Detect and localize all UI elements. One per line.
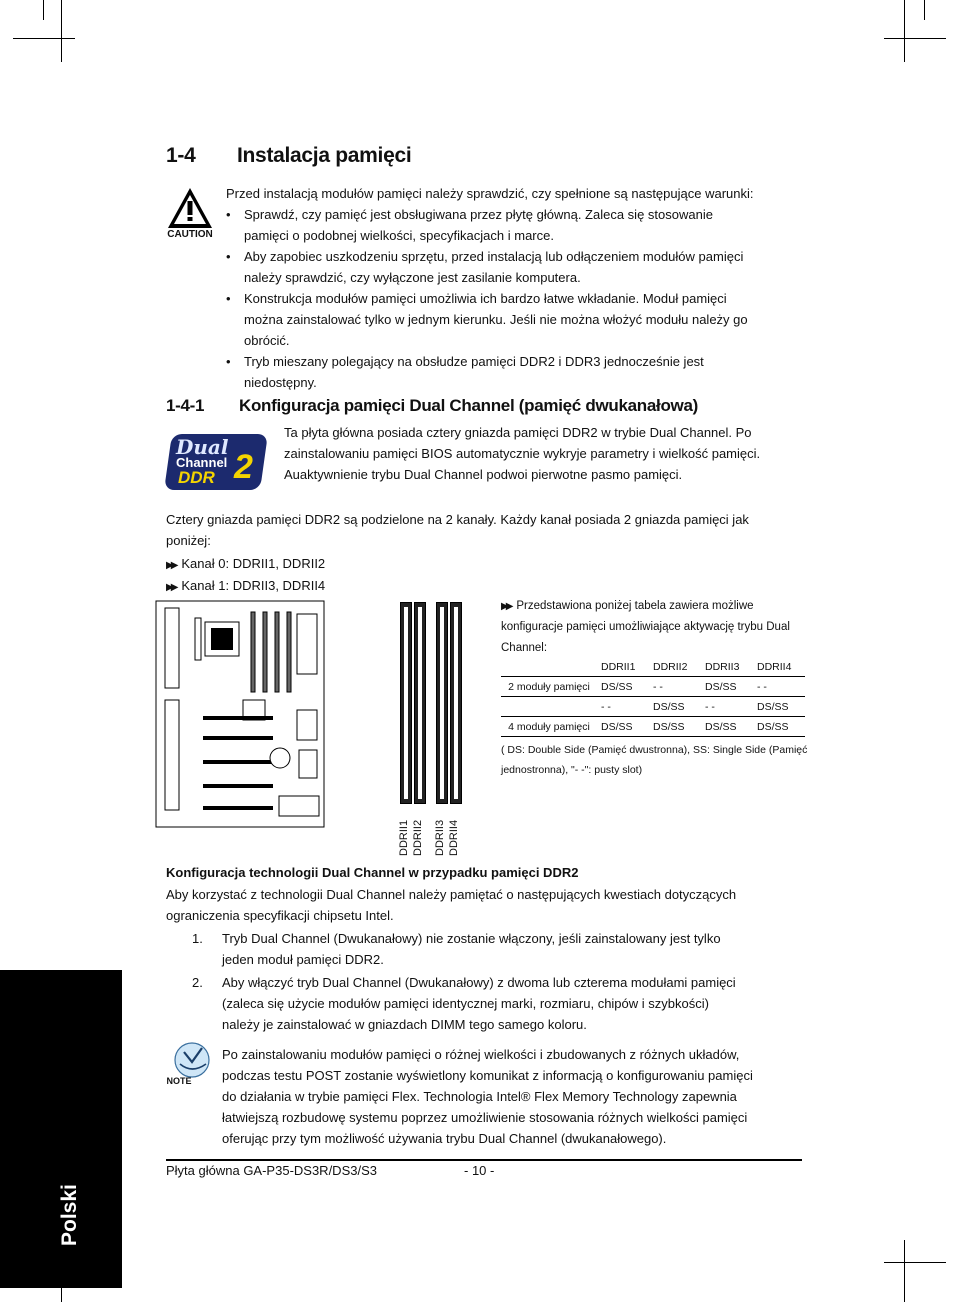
section-title: Instalacja pamięci bbox=[237, 144, 412, 167]
text-line: Aby włączyć tryb Dual Channel (Dwukanałowy) z dwoma lub czterema modułami pamięci bbox=[222, 975, 736, 990]
bullet-line: należy sprawdzić, czy wyłączone jest zasilanie komputera. bbox=[244, 270, 581, 285]
item-number: 1. bbox=[192, 931, 203, 946]
slot-label: DDRII4 bbox=[448, 819, 460, 856]
text-line: oferując przy tym możliwość używania trybu Dual Channel (dwukanałowego). bbox=[222, 1131, 667, 1146]
table-intro bbox=[501, 596, 790, 659]
table-cell: DS/SS bbox=[649, 717, 701, 737]
slot-label: DDRII2 bbox=[412, 819, 424, 856]
table-header bbox=[501, 657, 597, 677]
note-icon bbox=[164, 1040, 216, 1092]
table-cell: 4 moduły pamięci bbox=[501, 717, 597, 737]
table-cell: - - bbox=[597, 697, 649, 717]
logo-ddr: DDR bbox=[178, 468, 215, 487]
table-row bbox=[501, 697, 805, 717]
text-line: Channel: bbox=[501, 642, 548, 654]
logo-digit: 2 bbox=[234, 448, 253, 486]
motherboard-diagram bbox=[155, 600, 325, 828]
text-line: podczas testu POST zostanie wyświetlony komunikat z informacją o konfigurowaniu pamięci bbox=[222, 1068, 753, 1083]
text-line: ( DS: Double Side (Pamięć dwustronna), SS: Single Side (Pamięć bbox=[501, 744, 808, 756]
item-number: 2. bbox=[192, 975, 203, 990]
ddr2-config-title: Konfiguracja technologii Dual Channel w przypadku pamięci DDR2 bbox=[166, 865, 579, 880]
text-line: jeden moduł pamięci DDR2. bbox=[222, 952, 384, 967]
table-header: DDRII2 bbox=[649, 657, 701, 677]
note-text bbox=[222, 1044, 753, 1149]
table-cell: DS/SS bbox=[701, 677, 753, 697]
channel-item bbox=[166, 575, 325, 598]
bullet-line: obrócić. bbox=[244, 333, 290, 348]
channels-intro bbox=[166, 509, 749, 551]
text-line: (zaleca się użycie modułów pamięci identycznej marki, rozmiaru, chipów i szybkości) bbox=[222, 996, 709, 1011]
section-number: 1-4 bbox=[166, 144, 196, 167]
text-line: Auaktywnienie trybu Dual Channel podwoi pierwotne pasmo pamięci. bbox=[284, 467, 683, 482]
logo-channel: Channel bbox=[176, 455, 228, 470]
table-cell: - - bbox=[649, 677, 701, 697]
subsection-text bbox=[284, 422, 760, 485]
text-line: Po zainstalowaniu modułów pamięci o różnej wielkości i zbudowanych z różnych układów, bbox=[222, 1047, 740, 1062]
table-row bbox=[501, 677, 805, 697]
bullet-line: Konstrukcja modułów pamięci umożliwia ich bardzo łatwe wkładanie. Moduł pamięci bbox=[244, 291, 727, 306]
ddr2-config-item bbox=[192, 972, 736, 1035]
subsection-title: Konfiguracja pamięci Dual Channel (pamięć dwukanałowa) bbox=[239, 396, 698, 415]
table-cell: DS/SS bbox=[597, 717, 649, 737]
table-cell: 2 moduły pamięci bbox=[501, 677, 597, 697]
bullet-line: można zainstalować tylko w jednym kierunku. Jeśli nie można włożyć modułu należy go bbox=[244, 312, 748, 327]
dimm-slot-2 bbox=[414, 602, 426, 804]
caution-intro: Przed instalacją modułów pamięci należy sprawdzić, czy spełnione są następujące warunki: bbox=[226, 186, 754, 201]
dimm-slot-3 bbox=[436, 602, 448, 804]
caution-icon bbox=[166, 186, 214, 242]
table-header: DDRII4 bbox=[753, 657, 805, 677]
footer-model: Płyta główna GA-P35-DS3R/DS3/S3 bbox=[166, 1163, 377, 1178]
table-cell: DS/SS bbox=[701, 717, 753, 737]
text-line: ograniczenia specyfikacji chipsetu Intel. bbox=[166, 908, 394, 923]
dimm-slot-1 bbox=[400, 602, 412, 804]
logo-dual: Dual bbox=[176, 435, 229, 459]
text-line: zainstalowaniu pamięci BIOS automatycznie wykryje parametry i wielkość pamięci. bbox=[284, 446, 761, 461]
ddr2-config-item bbox=[192, 928, 721, 970]
text-line: Aby korzystać z technologii Dual Channel należy pamiętać o następujących kwestiach dotyczących bbox=[166, 887, 737, 902]
caution-label: CAUTION bbox=[167, 229, 213, 240]
text-line: Cztery gniazda pamięci DDR2 są podzielone na 2 kanały. Każdy kanał posiada 2 gniazda pamięci jak bbox=[166, 512, 749, 527]
text-line: konfiguracje pamięci umożliwiające aktywację trybu Dual bbox=[501, 621, 790, 633]
dual-channel-ddr2-logo bbox=[168, 434, 264, 490]
caution-bullet: • Konstrukcja modułów pamięci umożliwia ich bardzo łatwe wkładanie. Moduł pamięci można zainstalować tylko w jednym kierunku. Jeśli nie można włożyć modułu należy go obrócić. bbox=[244, 288, 748, 351]
double-arrow-icon: ▶▶ bbox=[166, 582, 176, 593]
channel-text: Kanał 0: DDRII1, DDRII2 bbox=[181, 556, 326, 571]
dimm-slot-4 bbox=[450, 602, 462, 804]
table-cell: DS/SS bbox=[753, 697, 805, 717]
subsection-number: 1-4-1 bbox=[166, 396, 205, 415]
memory-config-table bbox=[501, 657, 805, 737]
text-line: poniżej: bbox=[166, 533, 211, 548]
caution-bullet: • Tryb mieszany polegający na obsłudze pamięci DDR2 i DDR3 jednocześnie jest niedostępny. bbox=[244, 351, 748, 393]
text-line: Ta płyta główna posiada cztery gniazda pamięci DDR2 w trybie Dual Channel. Po bbox=[284, 425, 752, 440]
footer-page-number: - 10 - bbox=[464, 1163, 495, 1178]
slot-label: DDRII3 bbox=[434, 819, 446, 856]
table-cell: DS/SS bbox=[597, 677, 649, 697]
table-cell bbox=[501, 697, 597, 717]
ddr2-config-intro bbox=[166, 884, 736, 926]
text-line: do działania w trybie pamięci Flex. Technologia Intel® Flex Memory Technology zapewnia bbox=[222, 1089, 737, 1104]
text-line: Tryb Dual Channel (Dwukanałowy) nie zostanie włączony, jeśli zainstalowany jest tylko bbox=[222, 931, 721, 946]
bullet-line: pamięci o podobnej wielkości, specyfikacjach i marce. bbox=[244, 228, 554, 243]
table-header-row bbox=[501, 657, 805, 677]
text-line: Przedstawiona poniżej tabela zawiera możliwe bbox=[516, 600, 754, 612]
caution-bullet: • Aby zapobiec uszkodzeniu sprzętu, przed instalacją lub odłączeniem modułów pamięci należy sprawdzić, czy wyłączone jest zasilanie komputera. bbox=[244, 246, 748, 288]
note-label: NOTE bbox=[166, 1076, 192, 1086]
table-row bbox=[501, 717, 805, 737]
table-cell: - - bbox=[701, 697, 753, 717]
bullet-line: niedostępny. bbox=[244, 375, 317, 390]
table-cell: - - bbox=[753, 677, 805, 697]
table-footnote bbox=[501, 740, 807, 780]
slot-label: DDRII1 bbox=[398, 819, 410, 856]
caution-bullet: • Sprawdź, czy pamięć jest obsługiwana przez płytę główną. Zaleca się stosowanie pamięci o podobnej wielkości, specyfikacjach i marce. bbox=[244, 204, 748, 246]
text-line: należy je zainstalować w gniazdach DIMM tego samego koloru. bbox=[222, 1017, 587, 1032]
caution-bullets bbox=[226, 204, 748, 393]
bullet-line: Aby zapobiec uszkodzeniu sprzętu, przed instalacją lub odłączeniem modułów pamięci bbox=[244, 249, 744, 264]
text-line: łatwiejszą rozbudowę systemu poprzez umożliwienie stosowania różnych wielkości pamięci bbox=[222, 1110, 748, 1125]
table-cell: DS/SS bbox=[753, 717, 805, 737]
text-line: jednostronna), "- -": pusty slot) bbox=[501, 764, 643, 776]
channel-item bbox=[166, 553, 325, 576]
side-tab bbox=[0, 970, 122, 1288]
double-arrow-icon: ▶▶ bbox=[501, 601, 511, 612]
table-header: DDRII1 bbox=[597, 657, 649, 677]
bullet-line: Tryb mieszany polegający na obsłudze pamięci DDR2 i DDR3 jednocześnie jest bbox=[244, 354, 704, 369]
side-tab-label: Polski bbox=[58, 1184, 81, 1246]
table-cell: DS/SS bbox=[649, 697, 701, 717]
bullet-line: Sprawdź, czy pamięć jest obsługiwana przez płytę główną. Zaleca się stosowanie bbox=[244, 207, 713, 222]
table-header: DDRII3 bbox=[701, 657, 753, 677]
channel-text: Kanał 1: DDRII3, DDRII4 bbox=[181, 578, 326, 593]
double-arrow-icon: ▶▶ bbox=[166, 560, 176, 571]
